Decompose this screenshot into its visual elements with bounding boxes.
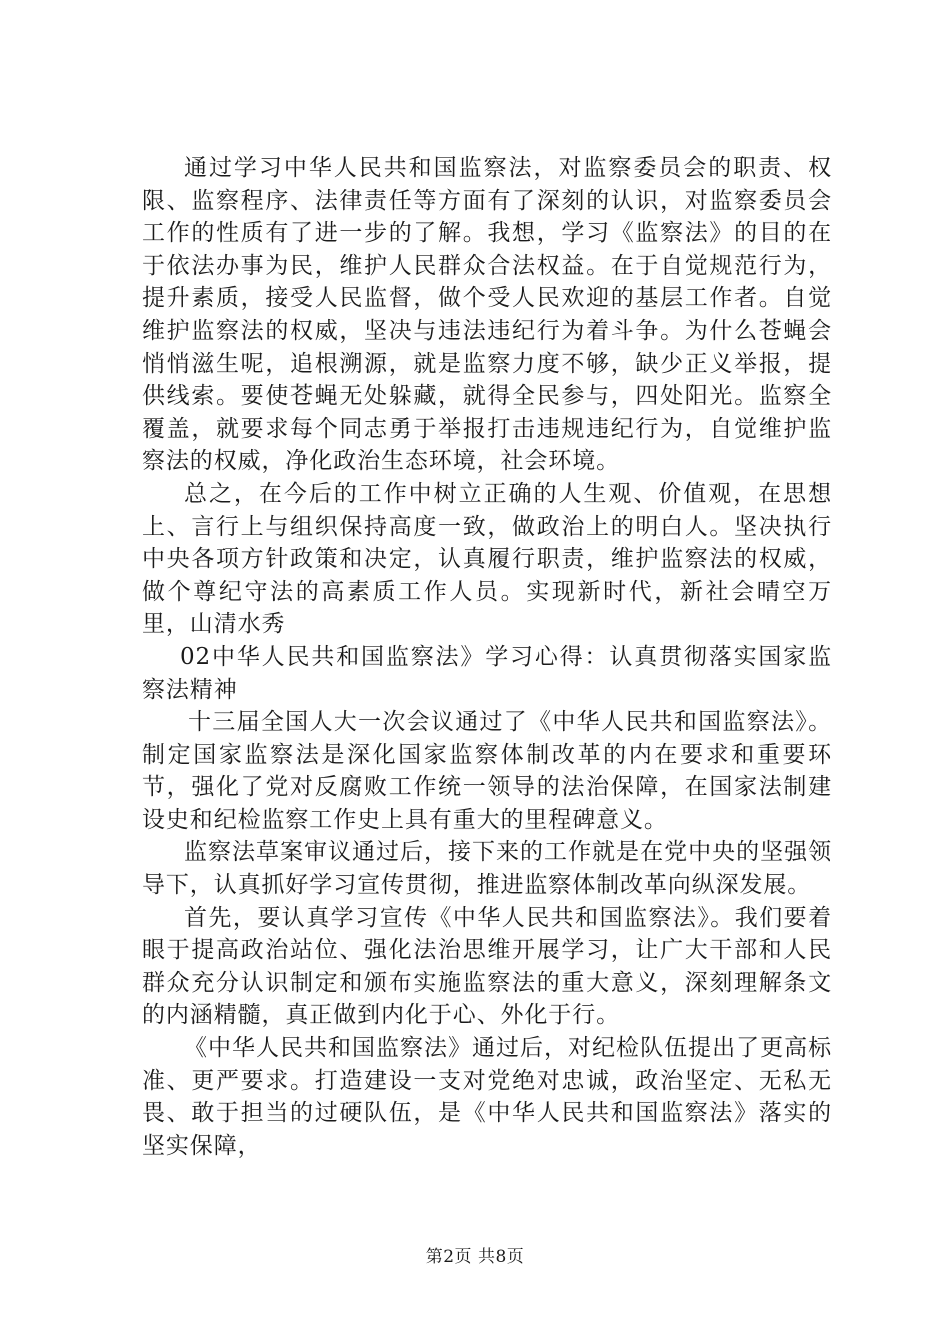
paragraph-4: 监察法草案审议通过后，接下来的工作就是在党中央的坚强领导下，认真抓好学习宣传贯彻，推进监察体制改革向纵深发展。 xyxy=(142,839,832,899)
page-number-label: 第2页 共8页 xyxy=(425,1247,525,1267)
paragraph-3: 十三届全国人大一次会议通过了《中华人民共和国监察法》。制定国家监察法是深化国家监察体制改革的内在要求和重要环节，强化了党对反腐败工作统一领导的法治保障，在国家法制建设史和纪检监察工作史上具有重大的里程碑意义。 xyxy=(142,709,832,833)
document-body xyxy=(142,152,832,1162)
paragraph-6: 《中华人民共和国监察法》通过后，对纪检队伍提出了更高标准、更严要求。打造建设一支对党绝对忠诚，政治坚定、无私无畏、敢于担当的过硬队伍，是《中华人民共和国监察法》落实的坚实保障， xyxy=(142,1035,832,1159)
page-footer xyxy=(0,1246,950,1268)
paragraph-2: 总之，在今后的工作中树立正确的人生观、价值观，在思想上、言行上与组织保持高度一致，做政治上的明白人。坚决执行中央各项方针政策和决定，认真履行职责，维护监察法的权威，做个尊纪守法的高素质工作人员。实现新时代，新社会晴空万里，山清水秀 xyxy=(142,480,832,638)
paragraph-1: 通过学习中华人民共和国监察法，对监察委员会的职责、权限、监察程序、法律责任等方面有了深刻的认识，对监察委员会工作的性质有了进一步的了解。我想，学习《监察法》的目的在于依法办事为民，维护人民群众合法权益。在于自觉规范行为，提升素质，接受人民监督，做个受人民欢迎的基层工作者。自觉维护监察法的权威，坚决与违法违纪行为着斗争。为什么苍蝇会悄悄滋生呢，追根溯源，就是监察力度不够，缺少正义举报，提供线索。要使苍蝇无处躲藏，就得全民参与，四处阳光。监察全覆盖，就要求每个同志勇于举报打击违规违纪行为，自觉维护监察法的权威，净化政治生态环境，社会环境。 xyxy=(142,155,832,475)
paragraph-5: 首先，要认真学习宣传《中华人民共和国监察法》。我们要着眼于提高政治站位、强化法治思维开展学习，让广大干部和人民群众充分认识制定和颁布实施监察法的重大意义，深刻理解条文的内涵精髓，真正做到内化于心、外化于行。 xyxy=(142,904,832,1029)
section-heading: 02中华人民共和国监察法》学习心得：认真贯彻落实国家监察法精神 xyxy=(142,643,832,703)
